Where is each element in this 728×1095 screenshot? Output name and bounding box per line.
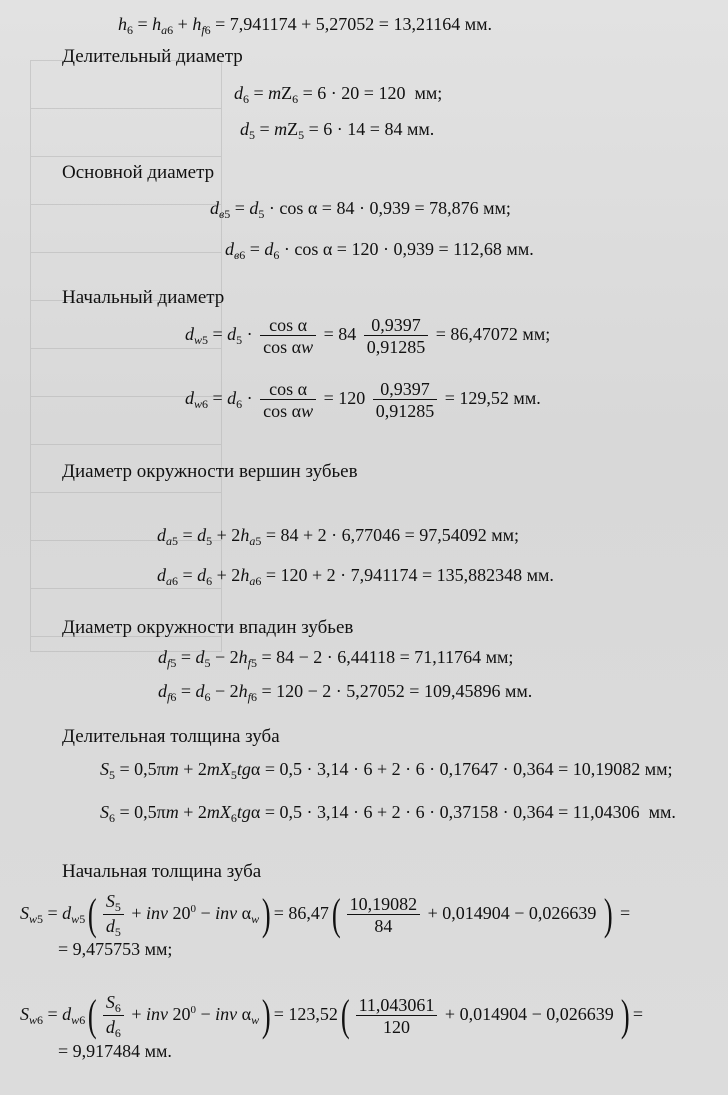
heading-pitch-thickness: Делительная толщина зуба xyxy=(62,726,280,747)
formula-d6: $d_6 = mZ_6 = 6 \cdot 20 = 120$ мм; xyxy=(234,83,443,106)
formula-df6: $d_{f6} = d_6 - 2h_{f6} = 120 - 2 \cdot 5,27052 = 109,45896$ мм. xyxy=(158,681,533,704)
formula-db6: $d_{в6} = d_6 \cdot \cos \alpha = 120 \cdot 0,939 = 112,68$ мм. xyxy=(225,239,534,262)
heading-initial-thickness: Начальная толщина зуба xyxy=(62,861,262,882)
formula-da5: $d_{a5} = d_5 + 2h_{a5} = 84 + 2 \cdot 6,77046 = 97,54092$ мм; xyxy=(157,525,520,548)
formula-da6: $d_{a6} = d_6 + 2h_{a6} = 120 + 2 \cdot 7,941174 = 135,882348$ мм. xyxy=(157,565,554,588)
formula-df5: $d_{f5} = d_5 - 2h_{f5} = 84 - 2 \cdot 6,44118 = 71,11764$ мм; xyxy=(158,647,514,670)
formula-dw5: $d_{w5} = d_5$ · $\frac{\text{cos α}}{\text{cos αw}}$ = 84 $\frac{0,9397}{0,91285}$ = 86,47072 мм; xyxy=(185,315,551,357)
heading-tip-diameter: Диаметр окружности вершин зубьев xyxy=(62,461,358,482)
formula-S6: $S_6 = 0,5\pi m + 2mX_6tg\alpha = 0,5 \cdot 3,14 \cdot 6 + 2 \cdot 6 \cdot 0,37158 \cdot 0,364 = 11,04306$ мм. xyxy=(100,802,676,825)
dw6-result: = 129,52 мм. xyxy=(444,388,541,409)
dw5-result: = 86,47072 мм; xyxy=(435,324,551,345)
formula-db5: $d_{в5} = d_5 \cdot \cos \alpha = 84 \cdot 0,939 = 78,876$ мм; xyxy=(210,198,511,221)
formula-dw6: $d_{w6} = d_6$ · $\frac{\text{cos α}}{\text{cos αw}}$ = 120 $\frac{0,9397}{0,91285}$ = 129,52 мм. xyxy=(185,379,541,421)
formula-Sw6: $S_{w6} = d_{w6}$( $\frac{S_6}{d_6}$ + inv $20^0$ − inv $\alpha_w) = 123,52$( $\frac{11,043061}{120}$ + 0,014904 − 0,026639 ) = xyxy=(20,991,644,1040)
formula-d5: $d_5 = mZ_5 = 6 \cdot 14 = 84$ мм. xyxy=(240,119,435,142)
formula-h6: $h_6 = h_{a6} + h_{f6} = 7,941174 + 5,27052 = 13,21164$ мм. xyxy=(118,14,493,37)
formula-S5: $S_5 = 0,5\pi m + 2mX_5tg\alpha = 0,5 \cdot 3,14 \cdot 6 + 2 \cdot 6 \cdot 0,17647 \cdot 0,364 = 10,19082$ мм; xyxy=(100,759,673,782)
heading-initial-diameter: Начальный диаметр xyxy=(62,287,225,308)
ghost-table xyxy=(30,60,225,652)
formula-Sw6-result: = 9,917484 мм. xyxy=(58,1041,172,1061)
heading-pitch-diameter: Делительный диаметр xyxy=(62,46,243,67)
formula-Sw5-result: = 9,475753 мм; xyxy=(58,939,173,959)
formula-Sw5: $S_{w5} = d_{w5}$( $\frac{S_5}{d_5}$ + inv $20^0$ − inv $\alpha_w) = 86,47$( $\frac{10,19082}{84}$ + 0,014904 − 0,026639 ) = xyxy=(20,890,631,939)
heading-root-diameter: Диаметр окружности впадин зубьев xyxy=(62,617,354,638)
heading-base-diameter: Основной диаметр xyxy=(62,162,215,183)
